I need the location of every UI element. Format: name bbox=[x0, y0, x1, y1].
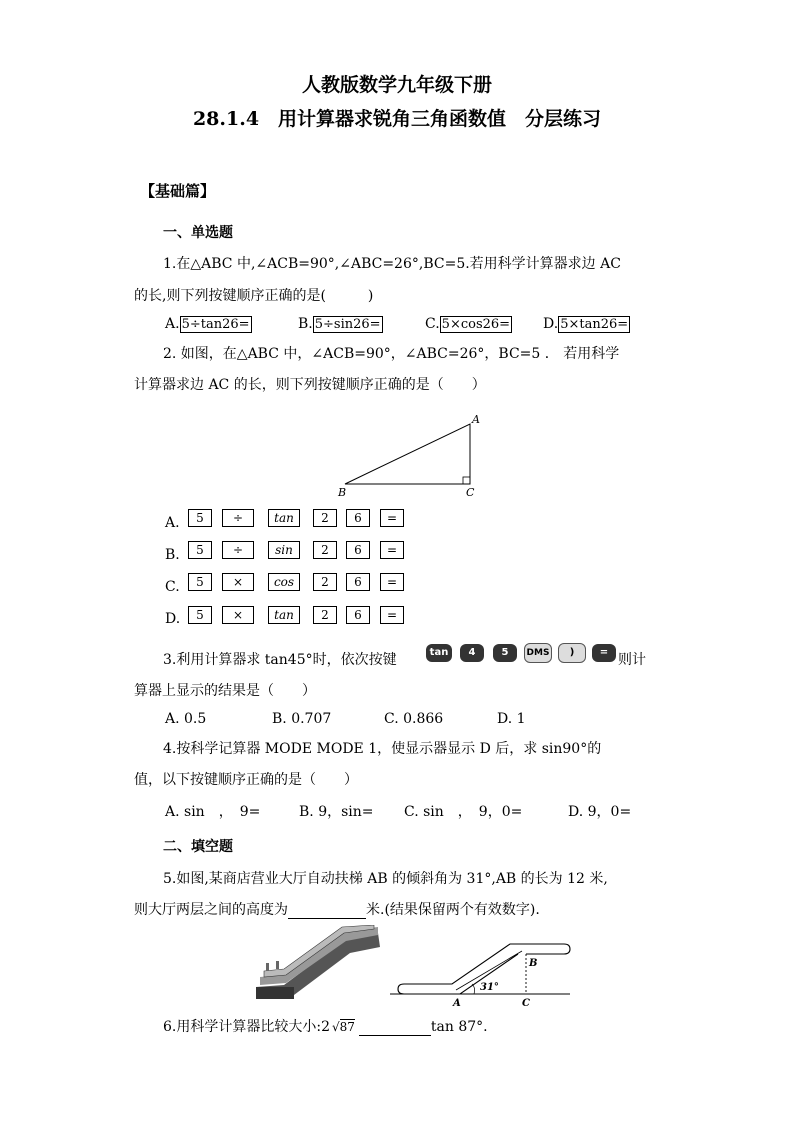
q2-label-b: B bbox=[338, 486, 347, 499]
q5-answer-blank[interactable] bbox=[288, 902, 366, 919]
q2-option-d-label: D. bbox=[165, 611, 181, 627]
q5-line1: 5.如图,某商店营业大厅自动扶梯 AB 的倾斜角为 31°,AB 的长为 12 米, bbox=[163, 871, 608, 887]
page-title: 人教版数学九年级下册 bbox=[301, 74, 492, 96]
key-equals: = bbox=[380, 509, 404, 527]
q2-label-c: C bbox=[466, 486, 475, 499]
q6-answer-blank[interactable] bbox=[359, 1019, 431, 1036]
q3-line1-pre: 3.利用计算器求 tan45°时，依次按键 bbox=[163, 652, 397, 668]
calc-key-equals: = bbox=[592, 644, 616, 662]
q5-line2: 则大厅两层之间的高度为 米.(结果保留两个有效数字). bbox=[134, 902, 540, 918]
q4-line1: 4.按科学记算器 MODE MODE 1，使显示器显示 D 后，求 sin90°的 bbox=[163, 741, 602, 757]
key-equals: = bbox=[380, 606, 404, 624]
q6-line: 6.用科学计算器比较大小:2 √87 tan 87°. bbox=[163, 1019, 488, 1035]
key-divide: ÷ bbox=[222, 509, 254, 527]
q5-escalator-diagram bbox=[390, 924, 580, 1008]
q2-label-a: A bbox=[472, 413, 480, 426]
calc-key-tan: tan bbox=[426, 644, 452, 662]
q5-label-b: B bbox=[529, 958, 538, 969]
calc-key-close-paren: ) bbox=[558, 643, 586, 663]
q5-label-c: C bbox=[522, 998, 530, 1008]
q3-option-a: A. 0.5 bbox=[165, 711, 207, 727]
key-2: 2 bbox=[313, 606, 337, 624]
key-6: 6 bbox=[346, 573, 370, 591]
q3-option-c: C. 0.866 bbox=[384, 711, 444, 727]
key-multiply: × bbox=[222, 606, 254, 624]
q3-line2: 算器上显示的结果是（ ） bbox=[134, 683, 316, 699]
q1-line1: 1.在△ABC 中,∠ACB=90°,∠ABC=26°,BC=5.若用科学计算器求边 AC bbox=[163, 256, 621, 272]
key-tan: tan bbox=[268, 606, 300, 624]
calc-key-dms: DMS bbox=[524, 643, 552, 663]
q2-option-c-label: C. bbox=[165, 579, 180, 595]
key-equals: = bbox=[380, 573, 404, 591]
q1-option-b: B. 5÷sin26= bbox=[298, 316, 381, 332]
q5-angle-label: 31° bbox=[480, 982, 499, 993]
key-2: 2 bbox=[313, 573, 337, 591]
q2-option-b-label: B. bbox=[165, 547, 180, 563]
calc-key-5: 5 bbox=[493, 644, 517, 662]
escalator-photo bbox=[254, 925, 382, 1001]
key-sin: sin bbox=[268, 541, 300, 559]
q3-option-b: B. 0.707 bbox=[272, 711, 332, 727]
key-tan: tan bbox=[268, 509, 300, 527]
q2-line2: 计算器求边 AC 的长，则下列按键顺序正确的是（ ） bbox=[134, 377, 486, 393]
q5-label-a: A bbox=[453, 998, 461, 1008]
q4-option-c: C. sin ， 9，0= bbox=[404, 804, 523, 820]
key-5: 5 bbox=[188, 509, 212, 527]
key-equals: = bbox=[380, 541, 404, 559]
key-6: 6 bbox=[346, 606, 370, 624]
key-2: 2 bbox=[313, 541, 337, 559]
q3-line1-post: 则计 bbox=[618, 652, 646, 668]
q6-radicand: 87 bbox=[339, 1020, 355, 1034]
key-cos: cos bbox=[268, 573, 300, 591]
q1-line2: 的长,则下列按键顺序正确的是( ) bbox=[134, 288, 374, 304]
key-5: 5 bbox=[188, 573, 212, 591]
section-basic: 【基础篇】 bbox=[140, 182, 216, 200]
part-2-heading: 二、填空题 bbox=[163, 839, 233, 855]
key-2: 2 bbox=[313, 509, 337, 527]
q4-option-a: A. sin ， 9= bbox=[165, 804, 261, 820]
key-multiply: × bbox=[222, 573, 254, 591]
key-divide: ÷ bbox=[222, 541, 254, 559]
q4-line2: 值，以下按键顺序正确的是（ ） bbox=[134, 772, 358, 788]
key-5: 5 bbox=[188, 541, 212, 559]
q3-option-d: D. 1 bbox=[497, 711, 526, 727]
page-subtitle: 28.1.4 用计算器求锐角三角函数值 分层练习 bbox=[192, 108, 602, 130]
key-5: 5 bbox=[188, 606, 212, 624]
calc-key-4: 4 bbox=[460, 644, 484, 662]
q4-option-b: B. 9，sin= bbox=[299, 804, 374, 820]
q1-option-c: C. 5×cos26= bbox=[425, 316, 511, 332]
q2-line1: 2. 如图，在△ABC 中，∠ACB=90°，∠ABC=26°，BC=5 ． 若用科学 bbox=[163, 346, 620, 362]
q4-option-d: D. 9，0= bbox=[568, 804, 632, 820]
q1-option-d: D. 5×tan26= bbox=[543, 316, 629, 332]
key-6: 6 bbox=[346, 541, 370, 559]
q2-triangle-figure bbox=[330, 410, 490, 500]
q1-option-a: A. 5÷tan26= bbox=[165, 316, 250, 332]
part-1-heading: 一、单选题 bbox=[163, 225, 233, 241]
q2-option-a-label: A. bbox=[165, 515, 180, 531]
key-6: 6 bbox=[346, 509, 370, 527]
